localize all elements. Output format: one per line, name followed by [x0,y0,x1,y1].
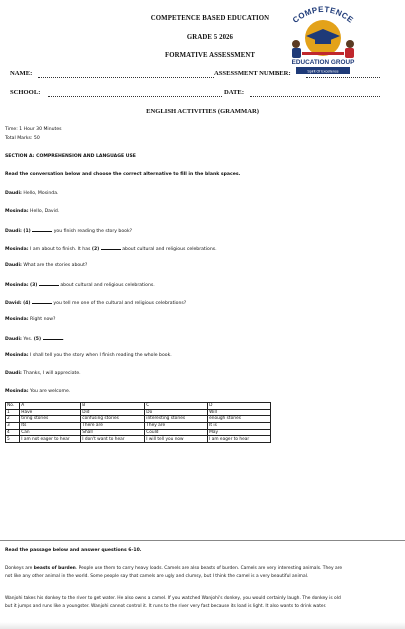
speaker-name: Daudi: [5,263,22,268]
section-a-instruction: Read the conversation below and choose the correct alternative to fill in the blank spaces. [5,172,241,177]
dialogue-line [5,245,217,253]
option-cell: confusing stories [81,416,145,423]
option-cell: Can [20,429,81,436]
blank-space[interactable] [101,245,121,250]
speaker-name: Mosinda: [5,317,29,322]
passage-p1-bold: beasts of burden [33,566,76,571]
dialogue-line [5,317,56,323]
option-cell: enough stories [208,416,271,423]
passage-paragraph-1 [5,565,397,580]
speaker-name: Daudi: [5,337,22,342]
blank-space[interactable] [39,281,59,286]
option-cell: Its [20,423,81,430]
option-cell: D [208,403,271,410]
option-cell: It is [208,423,271,430]
option-cell: Did [81,409,145,416]
option-cell: I am not eager to hear [20,436,81,443]
dialogue-text-after: you tell me one of the cultural and religious celebrations? [53,301,187,306]
table-row [6,409,271,416]
question-number-cell: 4 [6,429,20,436]
dialogue-line [5,209,59,215]
dialogue-line [5,191,58,197]
dialogue-text-after: about cultural and religious celebrations. [60,283,155,288]
total-marks: Total Marks: 50 [5,136,40,141]
name-label: NAME: [10,70,33,77]
subject-title: ENGLISH ACTIVITIES (GRAMMAR) [146,108,259,115]
table-row [6,429,271,436]
speaker-name: Mosinda: [5,353,29,358]
competence-logo [282,2,364,80]
passage-p1-start: Donkeys are [5,566,33,571]
dialogue-line [5,281,155,289]
blank-space[interactable] [43,335,63,340]
dialogue-text: Hello, Mosinda. [23,191,59,196]
question-number-cell: No. [6,403,20,410]
speaker-name: Daudi: [5,191,22,196]
dialogue-line [5,263,87,269]
option-cell: I will tell you now [145,436,208,443]
passage-p2-line1: Wanjohi takes his donkey to the river to get water. He also owns a camel. If you watched Wanjohi's donkey, you would certainly laugh. The donkey is old [5,596,341,601]
option-cell: B [81,403,145,410]
dialogue-text: I am about to finish. It has [30,247,91,252]
dialogue-line [5,371,81,377]
dialogue-line [5,299,186,307]
dialogue-line [5,227,132,235]
speaker-name: Daudi: [5,229,22,234]
time-allowed: Time: 1 Hour 30 Minutes [5,127,62,132]
dialogue-text-after: you finish reading the story book? [53,229,133,234]
option-cell: Have [20,409,81,416]
dialogue-line [5,389,70,395]
option-cell: Shall [81,429,145,436]
assessment-number-label: ASSESSMENT NUMBER: [214,70,291,77]
logo-tagline: Spirit Of Excellence [307,69,339,74]
school-field[interactable] [48,96,222,97]
table-row [6,436,271,443]
passage-p1-line2: not like any other animal in the world. Some people say that camels are ugly and clumsy, but I think the camel is a very beautiful animal. [5,573,309,579]
blank-number: (5) [33,337,42,342]
speaker-name: Mosinda: [5,209,29,214]
date-label: DATE: [224,89,245,96]
page-bottom-edge [0,622,405,629]
dialogue-line [5,353,172,359]
question-number-cell: 1 [6,409,20,416]
blank-number: (1) [23,229,31,234]
dialogue-text: Thanks, I will appreciate. [23,371,81,376]
question-number-cell: 2 [6,416,20,423]
passage-instruction: Read the passage below and answer questions 6-10. [5,548,142,553]
passage-paragraph-2 [5,595,397,610]
logo-arc-text: COMPETENCE [290,4,356,25]
blank-space[interactable] [32,299,52,304]
assessment-number-field[interactable] [306,77,380,78]
question-number-cell: 3 [6,423,20,430]
student-right-icon [346,40,354,48]
option-cell: tiring stories [20,416,81,423]
option-cell: Will [208,409,271,416]
header-line-2: GRADE 5 2026 [186,34,234,41]
speaker-name: David: [5,301,22,306]
option-cell: They are [145,423,208,430]
header-line-3: FORMATIVE ASSESSMENT [164,52,256,59]
option-cell: Could [145,429,208,436]
dialogue-text-after: . [62,337,65,342]
table-row [6,423,271,430]
speaker-name: Daudi: [5,371,22,376]
blank-number: (4) [23,301,31,306]
option-cell: I am eager to hear [208,436,271,443]
student-left-icon [292,40,300,48]
school-label: SCHOOL: [10,89,41,96]
speaker-name: Mosinda: [5,247,29,252]
option-cell: C [145,403,208,410]
table-row [6,416,271,423]
blank-space[interactable] [32,227,52,232]
section-a-title: SECTION A: COMPREHENSION AND LANGUAGE USE [5,154,136,159]
speaker-name: Mosinda: [5,283,29,288]
option-cell: I don't want to hear [81,436,145,443]
date-field[interactable] [250,96,380,97]
table-row [6,403,271,410]
blank-number: (2) [91,247,100,252]
option-cell: There are [81,423,145,430]
name-field[interactable] [38,77,214,78]
logo-name: EDUCATION GROUP [291,59,355,66]
option-cell: interesting stories [145,416,208,423]
dialogue-text: You are welcome. [30,389,71,394]
option-cell: Do [145,409,208,416]
dialogue-line [5,335,64,343]
dialogue-text: Right now? [30,317,56,322]
section-divider [0,540,405,541]
dialogue-text: What are the stories about? [23,263,88,268]
dialogue-text: I shall tell you the story when I finish reading the whole book. [30,353,172,358]
blank-number: (3) [30,283,38,288]
passage-p2-line2: but it jumps and runs like a youngster. Wanjohi cannot control it. It runs to the river very fast because its load is light. It also wants to drink water. [5,603,327,609]
dialogue-text-after: about cultural and religious celebrations. [122,247,217,252]
option-cell: A [20,403,81,410]
passage-p1-end: . People use them to carry heavy loads. Camels are also beasts of burden. Camels are very interesting animals. They are [75,566,343,571]
option-cell: May [208,429,271,436]
speaker-name: Mosinda: [5,389,29,394]
options-table [5,402,271,443]
dialogue-text: Yes. [23,337,33,342]
dialogue-text: Hello, David. [30,209,60,214]
header-line-1: COMPETENCE BASED EDUCATION [150,15,270,22]
question-number-cell: 5 [6,436,20,443]
